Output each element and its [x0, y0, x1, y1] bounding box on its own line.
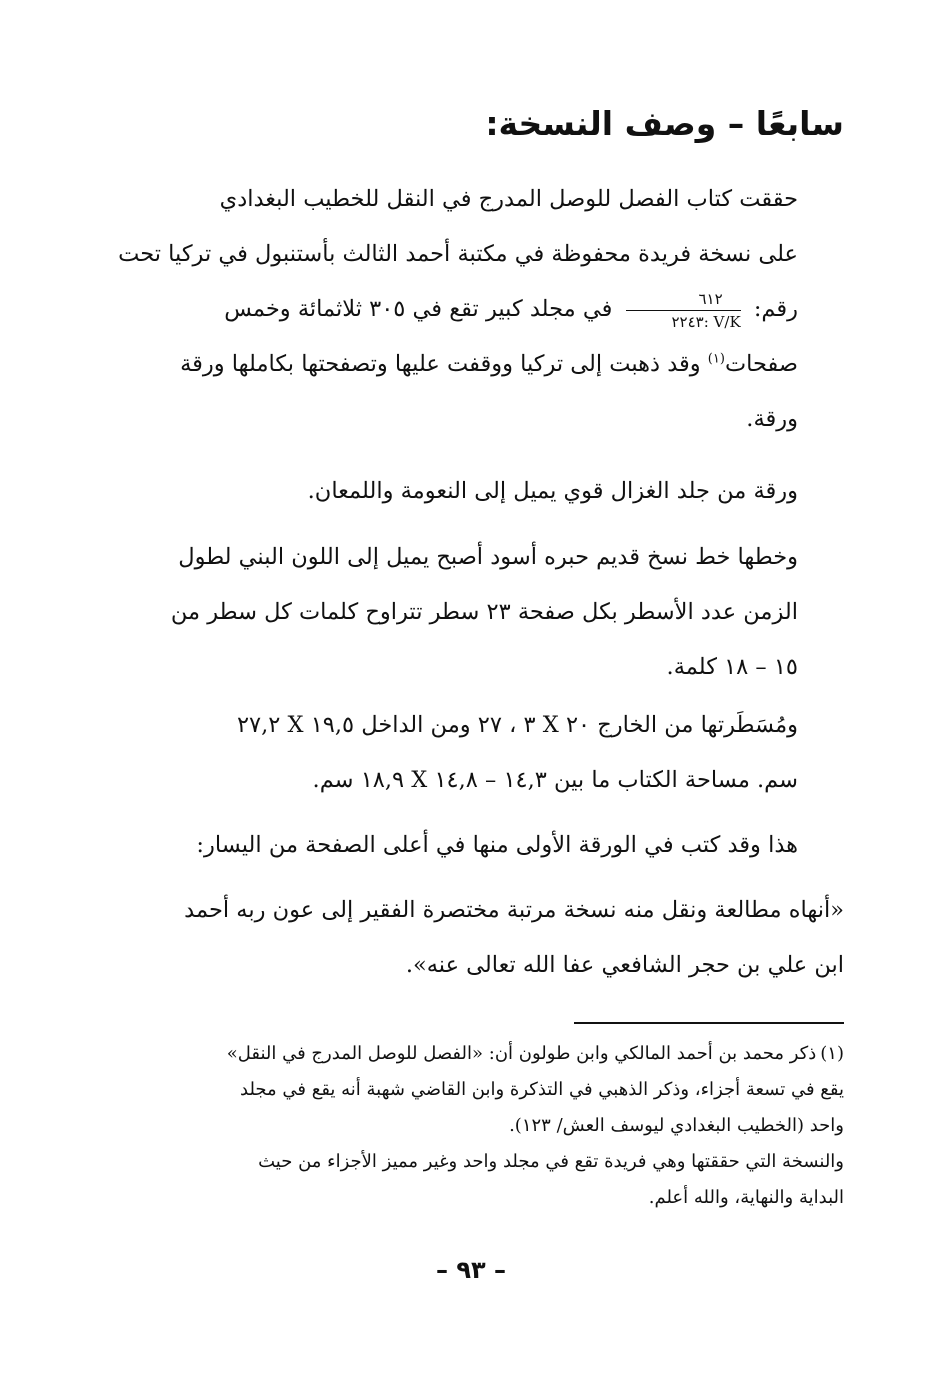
text-line: سم. مساحة الكتاب ما بين ١٤,٣ – ١٤,٨ X ١٨,٩ سم.: [312, 767, 798, 793]
footnote-text: ذكر محمد بن أحمد المالكي وابن طولون أن: «الفصل للوصل المدرج في النقل»: [226, 1043, 817, 1064]
paragraph-material: [139, 464, 844, 519]
fraction-numerator: ٦١٢: [626, 290, 741, 311]
page-number: – ٩٣ –: [435, 1256, 506, 1284]
text-fragment: صفحات: [724, 351, 798, 377]
text-fragment: رقم:: [753, 296, 798, 322]
paragraph-script: [139, 530, 844, 695]
footnote-line: [139, 1036, 844, 1072]
text-line-with-footnote-ref: [139, 337, 844, 392]
footnotes: [139, 1036, 844, 1216]
text-line: الزمن عدد الأسطر بكل صفحة ٢٣ سطر تتراوح كلمات كل سطر من: [170, 599, 798, 625]
text-line: هذا وقد كتب في الورقة الأولى منها في أعلى الصفحة من اليسار:: [196, 832, 798, 858]
footnote-marker: (١): [820, 1043, 844, 1064]
text-line: حققت كتاب الفصل للوصل المدرج في النقل للخطيب البغدادي: [219, 186, 798, 212]
footnote-reference[interactable]: (١): [707, 351, 725, 367]
paragraph-inscription-intro: [139, 818, 844, 873]
text-fragment: في مجلد كبير تقع في ٣٠٥ ثلاثمائة وخمس: [224, 296, 613, 322]
text-line: وخطها خط نسخ قديم حبره أسود أصبح يميل إلى اللون البني لطول: [178, 544, 798, 570]
text-line: «أنهاه مطالعة ونقل منه نسخة مرتبة مختصرة الفقير إلى عون ربه أحمد: [184, 897, 844, 923]
text-line: ١٥ – ١٨ كلمة.: [666, 654, 798, 680]
text-line: على نسخة فريدة محفوظة في مكتبة أحمد الثالث بأستنبول في تركيا تحت: [118, 241, 798, 267]
section-heading: سابعًا – وصف النسخة:: [485, 104, 844, 143]
text-fragment: وقد ذهبت إلى تركيا ووقفت عليها وتصفحتها بكاملها ورقة: [180, 351, 701, 377]
fraction-denominator: ٢٢٤٣: V/K: [671, 312, 741, 331]
footnote-separator: [574, 1022, 844, 1024]
text-line-with-fraction: [139, 282, 844, 337]
paragraph-manuscript-intro: [118, 172, 844, 447]
text-line: ورقة.: [746, 406, 798, 432]
footnote-line: واحد (الخطيب البغدادي ليوسف العش/ ١٢٣).: [509, 1115, 844, 1136]
footnote-line: يقع في تسعة أجزاء، وذكر الذهبي في التذكرة وابن القاضي شهبة أنه يقع في مجلد: [240, 1079, 844, 1100]
text-line: ابن علي بن حجر الشافعي عفا الله تعالى عنه».: [405, 952, 844, 978]
paragraph-inscription-quote: [139, 883, 844, 993]
paragraph-dimensions: [139, 698, 844, 808]
text-line: ومُسَطَرتها من الخارج ٢٠ X ٣ ، ٢٧ ومن الداخل ١٩,٥ X ٢٧,٢: [236, 712, 798, 738]
footnote-line: البداية والنهاية، والله أعلم.: [648, 1187, 844, 1208]
footnote-line: والنسخة التي حققتها وهي فريدة تقع في مجلد واحد وغير مميز الأجزاء من حيث: [258, 1151, 844, 1172]
shelfmark-fraction: [626, 290, 741, 331]
text-line: ورقة من جلد الغزال قوي يميل إلى النعومة واللمعان.: [307, 478, 798, 504]
